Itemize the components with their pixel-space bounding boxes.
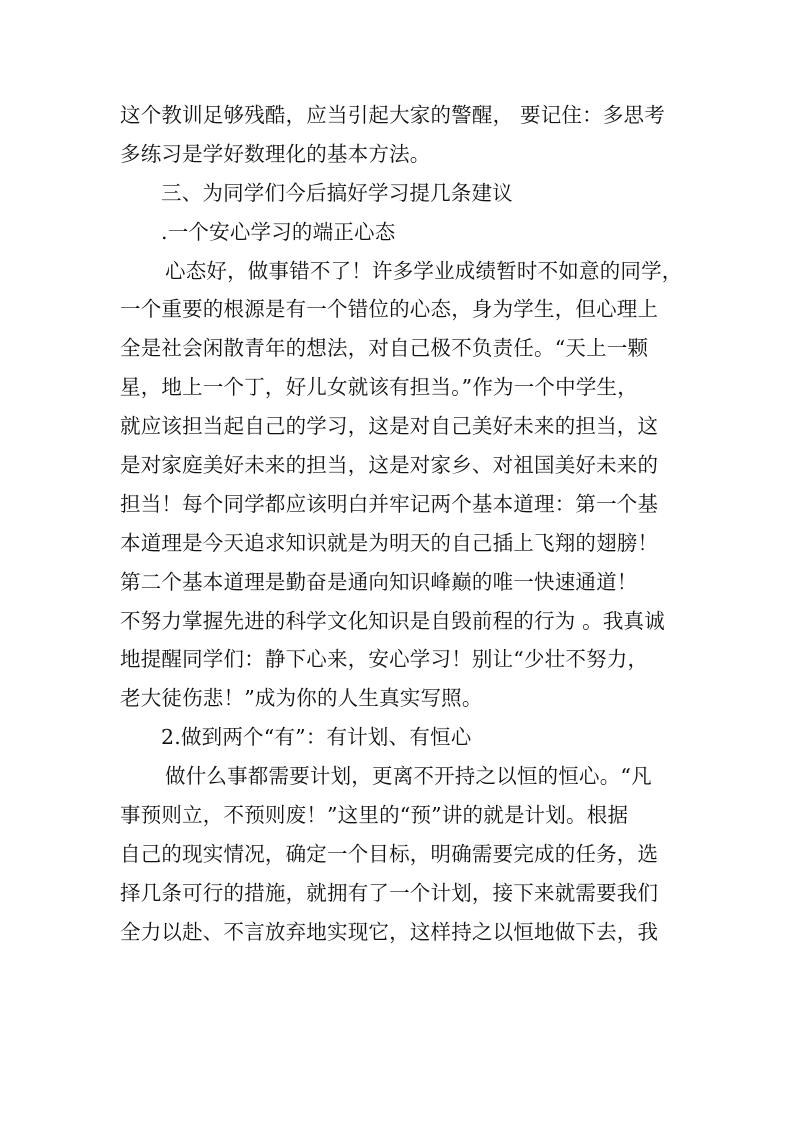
paragraph-line: 本道理是今天追求知识就是为明天的自己插上飞翔的翅膀！ <box>120 530 659 555</box>
paragraph-line: 是对家庭美好未来的担当，这是对家乡、对祖国美好未来的 <box>120 453 659 478</box>
section-heading: 三、为同学们今后搞好学习提几条建议 <box>161 180 513 205</box>
subsection-heading: .一个安心学习的端正心态 <box>161 219 396 244</box>
paragraph-line: 老大徒伤悲！”成为你的人生真实写照。 <box>120 686 483 711</box>
paragraph-line: 一个重要的根源是有一个错位的心态，身为学生，但心理上 <box>120 297 659 322</box>
paragraph-line: 担当！每个同学都应该明白并牢记两个基本道理：第一个基 <box>120 491 659 516</box>
paragraph-line: 多练习是学好数理化的基本方法。 <box>120 141 431 166</box>
paragraph-line: 这个教训足够残酷，应当引起大家的警醒， 要记住：多思考 <box>120 103 665 127</box>
paragraph-line: 不努力掌握先进的科学文化知识是自毁前程的行为 。我真诚 <box>120 608 665 633</box>
document-body <box>120 96 685 952</box>
subsection-heading: 2.做到两个“有”：有计划、有恒心 <box>161 725 472 750</box>
paragraph-line: 地提醒同学们：静下心来，安心学习！别让“少壮不努力， <box>120 647 649 672</box>
paragraph-line: 心态好，做事错不了！许多学业成绩暂时不如意的同学， <box>165 258 683 283</box>
paragraph-line: 就应该担当起自己的学习，这是对自己美好未来的担当，这 <box>120 414 659 439</box>
paragraph-line: 全是社会闲散青年的想法，对自己极不负责任。“天上一颗 <box>120 336 649 361</box>
paragraph-line: 事预则立，不预则废！”这里的“预”讲的就是计划。根据 <box>120 803 629 828</box>
paragraph-line: 择几条可行的措施，就拥有了一个计划，接下来就需要我们 <box>120 880 659 905</box>
paragraph-line: 做什么事都需要计划，更离不开持之以恒的恒心。“凡 <box>165 764 652 789</box>
paragraph-line: 第二个基本道理是勤奋是通向知识峰巅的唯一快速通道！ <box>120 569 638 594</box>
paragraph-line: 星，地上一个丁，好儿女就该有担当。”作为一个中学生， <box>120 375 638 400</box>
paragraph-line: 自己的现实情况，确定一个目标，明确需要完成的任务，选 <box>120 841 659 866</box>
paragraph-line: 全力以赴、不言放弃地实现它，这样持之以恒地做下去，我 <box>120 919 659 944</box>
